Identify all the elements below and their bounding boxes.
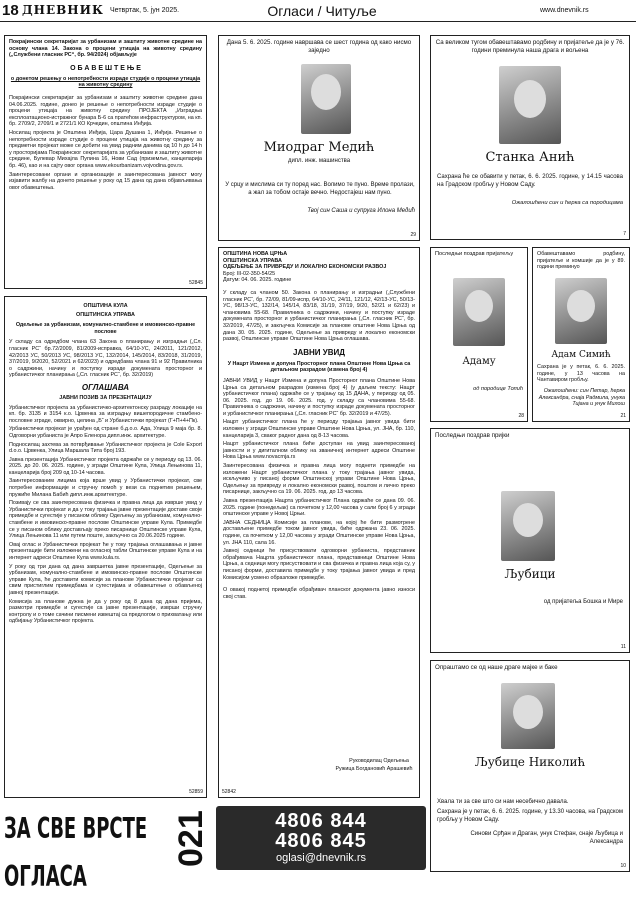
notice-paragraph: Покрајински секретаријат за урбанизам и заштиту животне средине дана 04.06.2025. године, донео је решење о непотребности израде студије о процени утицаја на животну средину ПРОЈЕКТА „Изградња експлоатационо-истражног бунара Б-6 са пратећом инфраструктуром, на кп. бр. 2709/2, 2709/1 и 2721/1 КО Крчедин, општина Инђија. [9, 94, 202, 128]
obituary-signature: Твој син Саша и супруга Илона Медић [307, 208, 415, 214]
banner-phone-panel [216, 806, 426, 870]
classifieds-banner [2, 804, 430, 894]
obituary-intro: Последњи поздрав пријки [435, 432, 510, 439]
obituary-text: У срцу и мислима си ту поред нас. Волимо те пуно. Време пролази, а жал за тобом остаје вечно. Недостајеш нам пуно. [225, 182, 415, 196]
notice-kula-municipality [4, 296, 207, 798]
section-title: Огласи / Читуље [267, 3, 377, 19]
banner-slogan: ЗА СВЕ ВРСТЕ ОГЛАСА [4, 812, 148, 894]
signature-name: Ружица Богдановић Арашевић [335, 766, 413, 772]
obituary-text: Сахрана је у петак, 6. 6. 2025. године, у 13 часова на Чантавиром гробљу. [537, 364, 625, 384]
notice-item: Нацрт урбанистичког плана ће у периоду трајања јавног увида бити изложен у згради Општинске управе Општине Нова Црња, ул. ЈНА, бр. 110, канцеларија 3, сваког радног дана од 8-13 часова. [223, 419, 415, 439]
notice-nova-crnja [218, 247, 420, 798]
notice-provincial-secretariat [4, 35, 207, 289]
obituary-ljubici [430, 428, 630, 653]
notice-subtitle: ЈАВНИ ПОЗИВ ЗА ПРЕЗЕНТАЦИЈУ [59, 394, 152, 401]
obituary-intro: Опраштамо се од наше драге мајке и баке [435, 664, 558, 671]
obituary-intro: Дана 5. 6. 2025. године навршава се шест година од како нисмо заједно [226, 39, 412, 54]
deceased-name: Миодраг Медић [263, 140, 375, 155]
obituary-ljubica-nikolic [430, 660, 630, 872]
notice-dept: ОПШТИНСКА УПРАВА [76, 311, 135, 318]
deceased-name: Адам Симић [551, 350, 611, 360]
notice-paragraph: Заинтересованим лицима која врше увид у Урбанистички пројекат, све потребне информације и стручну помоћ у вези са поднетим решењем, пружиће Милана Бабић дипл.инж.архитектуре. [9, 478, 202, 498]
notice-paragraph: О овакој поднетој примедби обрађивач планског документа јавно износи свој став. [223, 587, 415, 600]
portrait-photo [501, 491, 555, 561]
notice-date: Датум: 04. 06. 2025. године [223, 277, 292, 284]
website[interactable]: www.dnevnik.rs [540, 7, 589, 14]
signature-role: Руководилац Одељења [349, 758, 409, 764]
portrait-photo [555, 278, 607, 344]
notice-title: ОГЛАШАВА [81, 382, 130, 392]
obituary-text: Хвала ти за све што си нам несебично давала. [437, 799, 569, 805]
ad-number: 52859 [189, 789, 203, 795]
notice-item: ЈАВНИ УВИД у Нацрт Измена и допуна Просторног плана Општине Нова Црња са детаљном разрадом (измена број 4) (у даљем тексту: Нацрт урбанистичког плана) одржаће се у трајању од 15 ДАНА, у периоду од 05. 06. 2025. год. до 19. 06. 2025. год. у складу са члановима 55-68. Правилника о садржини, начину и поступку израде докумената просторног и урбанистичког планирања („Сл. гласник РС“ бр. 32/2019 и 47/25). [223, 377, 415, 417]
notice-subdept: Одељење за урбанизам, комунално-стамбене и имовинско-правне послове [15, 322, 196, 335]
notice-item: Нацрт урбанистичког плана биће доступан на увид заинтересованој јавности и у дигиталном облику на званичној интернет адреси Општине Нова Црња www.novacrnja.rs [223, 441, 415, 461]
notice-paragraph: У складу са чланом 50. Закона о планирању и изградњи („Службени гласник РС“, бр. 72/09, 81/09-испр, 64/10-УС, 24/11, 121/12, 42/13-УС, 50/13-УС, 98/13-УС, 132/14, 145/14, 83/18, 31/19, 37/19, 9/20, 52/21 и 62/23) и члановима 55-68. Правилника о садржини, начину и поступку израде докумената просторног и урбанистичког планирања („Сл. гласник РС“, бр. 32/2019, 47/25), и закључка Комисије за планове општине Нова Црња од дана 30. 05. 2025. године, Одељење за привреду и локално економски развој, Општинске управе Општине Нова Црња оглашава. [223, 289, 415, 343]
obituary-stanka-anic [430, 35, 630, 240]
obituary-text: Сахрана је у петак, 6. 6. 2025. године, у 13.30 часова, на Градском гробљу у Новом Саду. [437, 809, 623, 823]
notice-item: Јавна презентација Нацрта урбанистичког Плана одржаће се дана 09. 06. 2025. године (понедељак) са почетком у 12,00 часова у сали број 6 у згради општинске управе у Новој Црњи. [223, 498, 415, 518]
notice-item: ЈАВНА СЕДНИЦА Комисије за планове, на којој ће бити размотрене достављене примедбе током јавног увида, биће одржана 23. 06. 2025. године, са почетком у 12,00 часова у згради Општинске управе Нова Црња, ул. ЈНА 110, сала 16. [223, 519, 415, 546]
page-header [0, 0, 636, 22]
notice-paragraph: Позивају се сва заинтересована физичка и правна лица да изврше увид у Урбанистички пројекат и да у току трајања јавне презентације доставе своје примедбе и сугестије у писаном облику Одељењу за урбанизам, комунално-стамбене и имовинско-правне послове Општинске управе Кула. Примедбе се у писаном облику достављају преко писарнице Општинске управе Кула, Улица Лењинова 11 или путем поште, закључно са 20.06.2025 године. [9, 500, 202, 540]
ad-number: 29 [410, 232, 416, 238]
notice-paragraph: У року од три дана од дана завршетка јавне презентације, Одељење за урбанизам, комунално-стамбене и имовинско-правне послове Општинске управе Кула, ће доставити комисији за планове Урбанистички пројекат са свим пристиглим примедбама и сугестијама и обавештење о обављеној јавној презентацији. [9, 563, 202, 596]
notice-item: Јавној седници ће присуствовати одговорни урбаниста, представник обрађивача Нацрта урбанистичког плана, представници Општине Нова Црња, а седници могу присуствовати и сва физичка и правна лица која су, у писаној форми, доставила примедбе у току трајања јавног увида и пред Комисијом усмено образложе примедбе. [223, 548, 415, 581]
ad-number: 52842 [222, 789, 236, 795]
notice-paragraph: Подносилац захтева за потврђивање Урбанистичког пројекта је Cole Export d.o.o. Црвенка, Улица Маршала Тита број 193. [9, 441, 202, 455]
banner-email[interactable]: oglasi@dnevnik.rs [275, 852, 367, 864]
obituary-signature: од породице Топић [473, 386, 523, 392]
notice-paragraph: Комисија за планове дужна је да у року од 8 дана од дана пријема, размотри примедбе и сугестије са јавне презентације, изврши стручну контролу и о томе сачини писмени извештај са предлогом о прихватању или одбијању Урбанистичког пројекта. [9, 598, 202, 625]
notice-paragraph: Овај оглас и Урбанистички пројекат ће у току трајања оглашавања и јавне презентације бити изложени на огласној табли Општинске управе Кула и на интернет адреси Општине Кула www.kula.rs. [9, 541, 202, 561]
notice-ref: Број: III-02-350-54/25 [223, 270, 276, 277]
deceased-name: Љубици [504, 567, 556, 581]
portrait-photo [501, 683, 555, 749]
ad-number: 28 [518, 413, 524, 419]
deceased-title: дипл. инж. машинства [287, 158, 351, 164]
ad-number: 7 [623, 231, 626, 237]
obituary-intro: Последњи поздрав пријатељу [435, 251, 514, 257]
banner-area-code: 021 [172, 810, 210, 868]
notice-paragraph: У складу са одредбом члана 63 Закона о планирању и изградњи („Сл. гласник РС“ бр.72/2009, 81/2009-исправка, 64/10-УС, 24/2011, 121/2012, 42/2013 УС, 50/2013 УС, 98/2013 УС, 132/2014, 145/2014, 83/2018, 31/2019, 37/2019, 9/2020, 52/2021 и 62/2023) и одредбама члана 91 и 92 Правилника о садржини, начину и поступку израде докумената просторног и урбанистичког планирања („Сл. гласник РС“, бр. 32/2019) [9, 339, 202, 379]
page-number: 18 [2, 2, 19, 19]
phone-number[interactable]: 4806 844 [275, 810, 367, 832]
header-rule [0, 21, 636, 22]
notice-subdept: ОДЕЉЕЊЕ ЗА ПРИВРЕДУ И ЛОКАЛНО ЕКОНОМСКИ РАЗВОЈ [223, 264, 387, 271]
obituary-miodrag-medic [218, 35, 420, 241]
notice-title: О Б А В Е Ш Т Е Њ Е [70, 64, 141, 72]
notice-paragraph: Урбанистички пројекат је урађен од стране б.д.о.о. Ада, Улица 9 маја бр. 8. Одговорни урбаниста је Апро Еленора дипл.инж. архитектуре. [9, 426, 202, 439]
obituary-adam-simic [532, 247, 630, 422]
notice-paragraph: Заинтересовани органи и организације и заинтересована јавност могу изјавити жалбу на донето решење у року од 15 дана од дана објављивања овог обавештења. [9, 171, 202, 191]
ad-number: 21 [620, 413, 626, 419]
ad-number: 11 [620, 644, 626, 650]
deceased-name: Адаму [462, 356, 496, 367]
notice-paragraph: Јавна презентација Урбанистичког пројекта одржаће се у периоду од 13. 06. 2025. до 20. 06. 2025. године, у згради Општине Кула, Улица Лењинова 11, канцеларија број 209 од 10-14 часова. [9, 456, 202, 476]
portrait-photo [499, 66, 561, 144]
notice-item: Заинтересована физичка и правна лица могу поднети примедбе на изложени Нацрт урбанистичког плана у току трајања јавног увида, искључиво у писаној форми Општинској управи Општине Нова Црња, Одељењу за привреду и локално економски развој, поштом и лично преко писарнице, закључно са 19. 06. 2025. год. до 13 часова. [223, 463, 415, 496]
obituary-signature: од пријатеља Бошка и Мире [543, 599, 623, 605]
notice-subtitle: о донетом решењу о непотребности израде студије о процени утицаја на животну средину [10, 75, 201, 89]
notice-org: ОПШТИНА КУЛА [83, 303, 128, 309]
issue-date: Четвртак, 5. јун 2025. [110, 7, 180, 14]
obituary-intro: Обавештавамо родбину, пријатеље и комшије да је у 89. години преминуо [537, 251, 625, 271]
phone-number[interactable]: 4806 845 [275, 830, 367, 852]
notice-paragraph: Носилац пројекта је Општина Инђија, Цара Душана 1, Инђија. Решење о непотребности израде студије о процени утицаја на животну средину за предметни пројекат може се добити на увид радним данима од 10 h до 14 h у просторијама Покрајинског секретаријата за урбанизам и заштиту животне средине, Булевар Михајла Пупина 16, Нови Сад (приземље, канцеларија бр. 46), као и на сајту овог органа www.ekourbanizam.vojvodina.gov.rs. [9, 129, 202, 169]
notice-subtitle: У Нацрт Измена и допуна Просторног плана Општине Нова Црња са детаљном разрадом (измена број 4) [227, 360, 411, 374]
notice-dept: ОПШТИНСКА УПРАВА [223, 257, 282, 264]
obituary-signature: Ожалошћени син и ћерка са породицама [511, 200, 623, 206]
portrait-photo [301, 64, 351, 134]
newspaper-logo: ДНЕВНИК [22, 3, 104, 17]
notice-org: ОПШТИНА НОВА ЦРЊА [223, 251, 288, 257]
notice-title: ЈАВНИ УВИД [293, 347, 345, 357]
ad-number: 52845 [189, 280, 203, 286]
obituary-signature: Синови Срђан и Драган, унук Стефан, снаје Љубица и Александра [470, 831, 623, 845]
ad-number: 10 [620, 863, 626, 869]
portrait-photo [453, 278, 505, 346]
obituary-signature: Ожалошћени: син Петар, ћерка Александра, снаја Радмила, унука Тијана и унук Милош [538, 388, 625, 408]
notice-paragraph: Урбанистичког пројекта за урбанистичко-архитектонску разраду локације на кп. бр. 3135 и 3154 к.о. Црвенка за изградњу вишепородичне стамбено-пословне зграде, оквирно, целина „Б“ и Урбанистички пројекат (Г+П+4+Пк). [9, 404, 202, 424]
obituary-text: Сахрана ће се обавити у петак, 6. 6. 2025. године, у 14.15 часова на Градском гробљу у Новом Саду. [437, 174, 623, 188]
obituary-intro: Са великом тугом обавештавамо родбину и пријатеље да је у 76. години преминула наша драга и вољена [435, 39, 625, 54]
notice-org: Покрајински секретаријат за урбанизам и заштиту животне средине на основу члана 14. Закона о процени утицаја на животну средину („Службени гласник РС“, бр. 94/2024) објављује [9, 39, 202, 59]
deceased-name: Станка Анић [485, 150, 575, 165]
deceased-name: Љубице Николић [474, 755, 586, 769]
obituary-adamu [430, 247, 528, 422]
